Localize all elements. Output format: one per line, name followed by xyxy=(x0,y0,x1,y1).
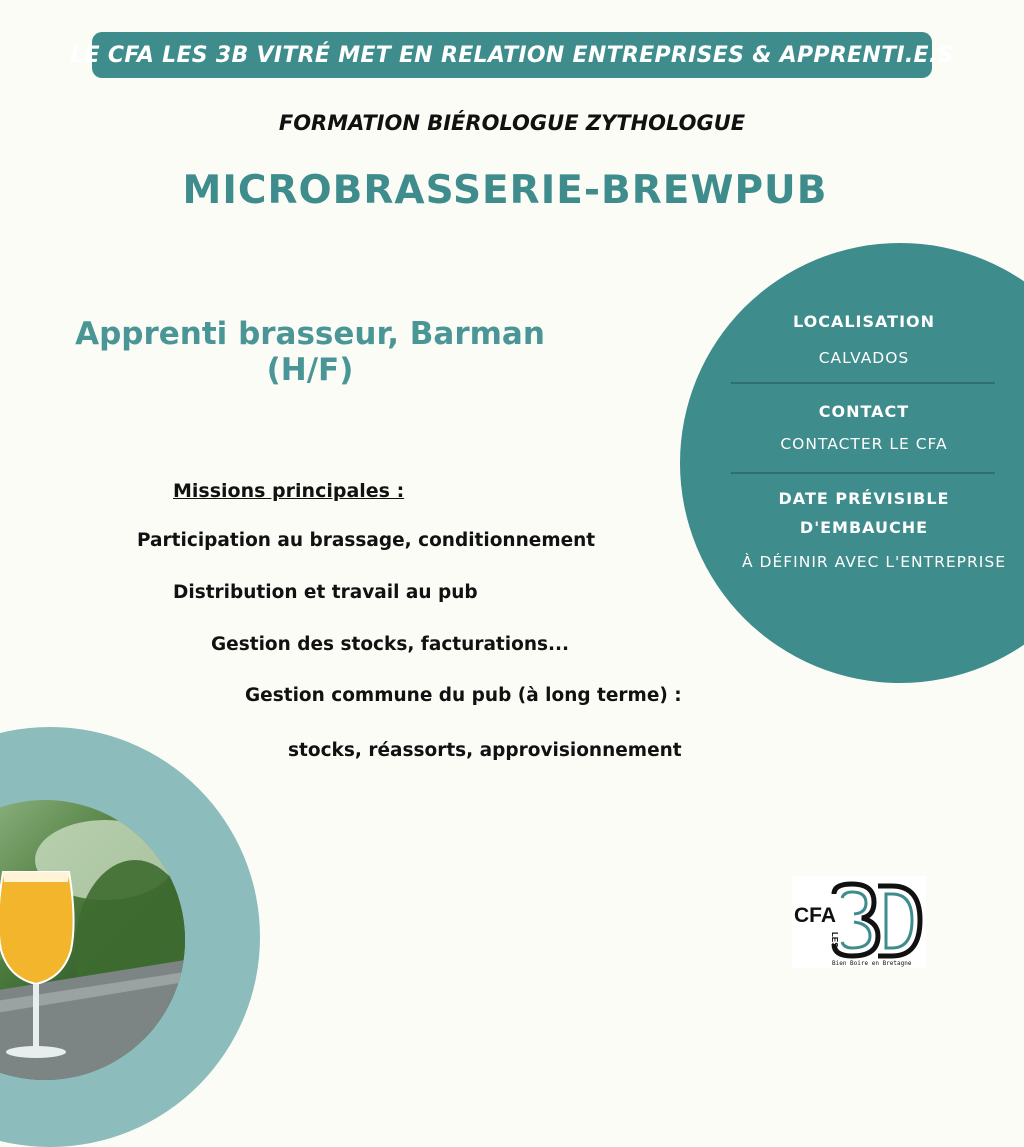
info-divider xyxy=(731,472,995,474)
top-banner xyxy=(70,32,954,78)
contact-value[interactable]: CONTACTER LE CFA xyxy=(780,435,948,453)
info-circle xyxy=(680,243,1024,683)
formation-subtitle: FORMATION BIÉROLOGUE ZYTHOLOGUE xyxy=(278,111,746,135)
mission-item: stocks, réassorts, approvisionnement xyxy=(288,740,682,761)
mission-item: Participation au brassage, conditionnement xyxy=(137,530,596,551)
missions-heading: Missions principales : xyxy=(173,480,405,502)
contact-label: CONTACT xyxy=(818,402,910,421)
mission-item: Gestion commune du pub (à long terme) : xyxy=(245,685,682,706)
mission-item: Distribution et travail au pub xyxy=(173,582,478,603)
mission-item: Gestion des stocks, facturations... xyxy=(211,634,570,655)
logo-les-text: LES xyxy=(830,932,839,948)
job-title-line-1: Apprenti brasseur, Barman xyxy=(75,316,545,352)
job-title xyxy=(70,316,550,388)
page-title: MICROBRASSERIE-BREWPUB xyxy=(182,168,828,213)
cfa-3b-logo xyxy=(792,876,926,968)
cfa-3b-logo-icon xyxy=(792,876,926,968)
logo-cfa-text: CFA xyxy=(794,904,836,927)
location-value: CALVADOS xyxy=(818,349,910,367)
job-title-line-2: (H/F) xyxy=(266,352,354,388)
location-label: LOCALISATION xyxy=(792,312,936,331)
date-value: À DÉFINIR AVEC L'ENTREPRISE xyxy=(741,553,1006,571)
info-divider xyxy=(731,382,995,384)
date-label-line-2: D'EMBAUCHE xyxy=(799,518,929,537)
date-label-line-1: DATE PRÉVISIBLE xyxy=(778,489,950,508)
banner-text: LE CFA LES 3B VITRÉ MET EN RELATION ENTREPRISES & APPRENTI.E.S xyxy=(70,42,954,68)
logo-tagline: Bien Boire en Bretagne xyxy=(832,960,912,967)
